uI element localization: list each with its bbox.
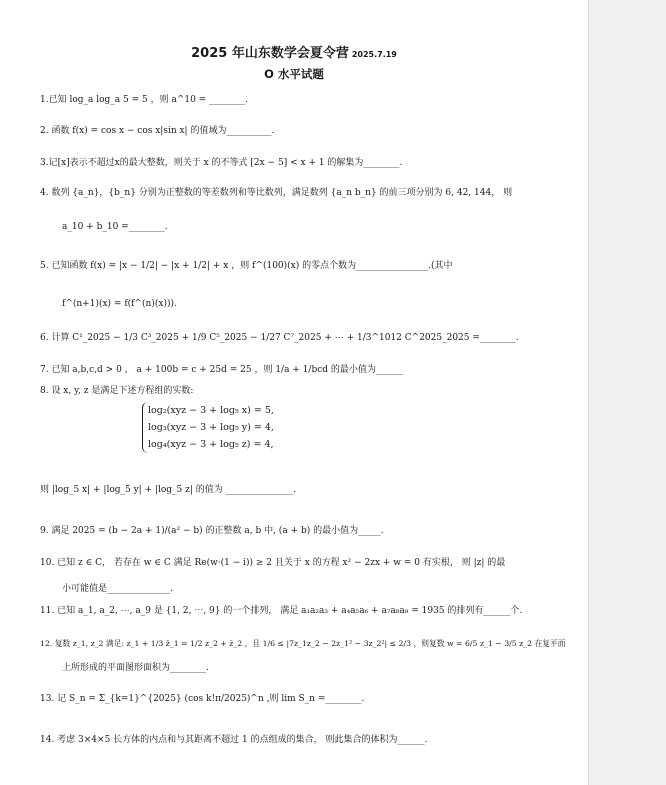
- problem-9: 9. 满足 2025 = (b − 2a + 1)/(a² − b) 的正整数 a, b 中, (a + b) 的最小值为_____.: [40, 526, 384, 536]
- problem-3: 3.记[x]表示不超过x的最大整数，则关于 x 的不等式 [2x − 5] < x + 1 的解集为________.: [40, 158, 403, 168]
- problem-5-line-2: f^(n+1)(x) = f(f^(n)(x))).: [62, 299, 177, 309]
- problem-8-line-1: 8. 设 x, y, z 是满足下述方程组的实数:: [40, 386, 194, 396]
- problem-10-line-1: 10. 已知 z ∈ C， 若存在 w ∈ C 满足 Re(w·(1 − i)) ≥ 2 且关于 x 的方程 x² − 2zx + w = 0 有实根， 则 |z| 的最: [40, 558, 506, 568]
- problem-12-line-1: 12. 复数 z_1, z_2 满足: z_1 + 1/3 z̄_1 = 1/2 z_2 + z̄_2 ，且 1/6 ≤ |7z_1z_2 − 2z_1² − 3z_2²| ≤ 2/3 ，则复数 w = 6/5 z_1 − 3/5 z_2 在复平面: [40, 639, 566, 648]
- equation-system: [142, 402, 274, 453]
- equation-2: log₃(xyz − 3 + log₅ y) = 4,: [148, 422, 274, 433]
- problem-12-line-2: 上所形成的平面图形面积为________.: [62, 663, 209, 673]
- page-subtitle: O 水平试题: [264, 67, 324, 81]
- problem-4-line-1: 4. 数列 {a_n}，{b_n} 分别为正整数的等差数列和等比数列，满足数列 {a_n b_n} 的前三项分别为 6, 42, 144， 则: [40, 188, 513, 198]
- page-title: [0, 42, 588, 61]
- viewer-sidebar: [589, 0, 666, 785]
- problem-2: 2. 函数 f(x) = cos x − cos x|sin x| 的值域为__________.: [40, 126, 275, 136]
- equation-1: log₂(xyz − 3 + log₅ x) = 5,: [148, 405, 274, 416]
- problem-8-line-2: 则 |log_5 x| + |log_5 y| + |log_5 z| 的值为 _______________.: [40, 485, 296, 495]
- title-text: 2025 年山东数学会夏令营: [191, 46, 349, 61]
- problem-11: 11. 已知 a_1, a_2, ⋯, a_9 是 {1, 2, ⋯, 9} 的一个排列， 满足 a₁a₂a₃ + a₄a₅a₆ + a₇a₈a₉ = 1935 的排列有______个.: [40, 606, 523, 616]
- problem-13: 13. 记 S_n = Σ_{k=1}^{2025} (cos k!π/2025)^n ,则 lim S_n =________.: [40, 694, 365, 704]
- problem-1: 1.已知 log_a log_a 5 = 5 ，则 a^10 = ________.: [40, 95, 248, 105]
- problem-10-line-2: 小可能值是______________.: [62, 584, 173, 594]
- problem-4-line-2: a_10 + b_10 =________.: [62, 222, 168, 232]
- problem-6: 6. 计算 C¹_2025 − 1/3 C³_2025 + 1/9 C⁵_2025 − 1/27 C⁷_2025 + ⋯ + 1/3^1012 C^2025_2025 =________.: [40, 333, 519, 343]
- problem-5-line-1: 5. 已知函数 f(x) = |x − 1/2| − |x + 1/2| + x ，则 f^(100)(x) 的零点个数为________________.(其中: [40, 261, 453, 271]
- equation-3: log₄(xyz − 3 + log₅ z) = 4,: [148, 439, 274, 450]
- title-date: 2025.7.19: [351, 50, 397, 59]
- problem-14: 14. 考虑 3×4×5 长方体的内点和与其距离不超过 1 的点组成的集合， 则此集合的体积为______.: [40, 735, 428, 745]
- problem-7: 7. 已知 a,b,c,d > 0 ， a + 100b = c + 25d = 25 ，则 1/a + 1/bcd 的最小值为______: [40, 365, 403, 375]
